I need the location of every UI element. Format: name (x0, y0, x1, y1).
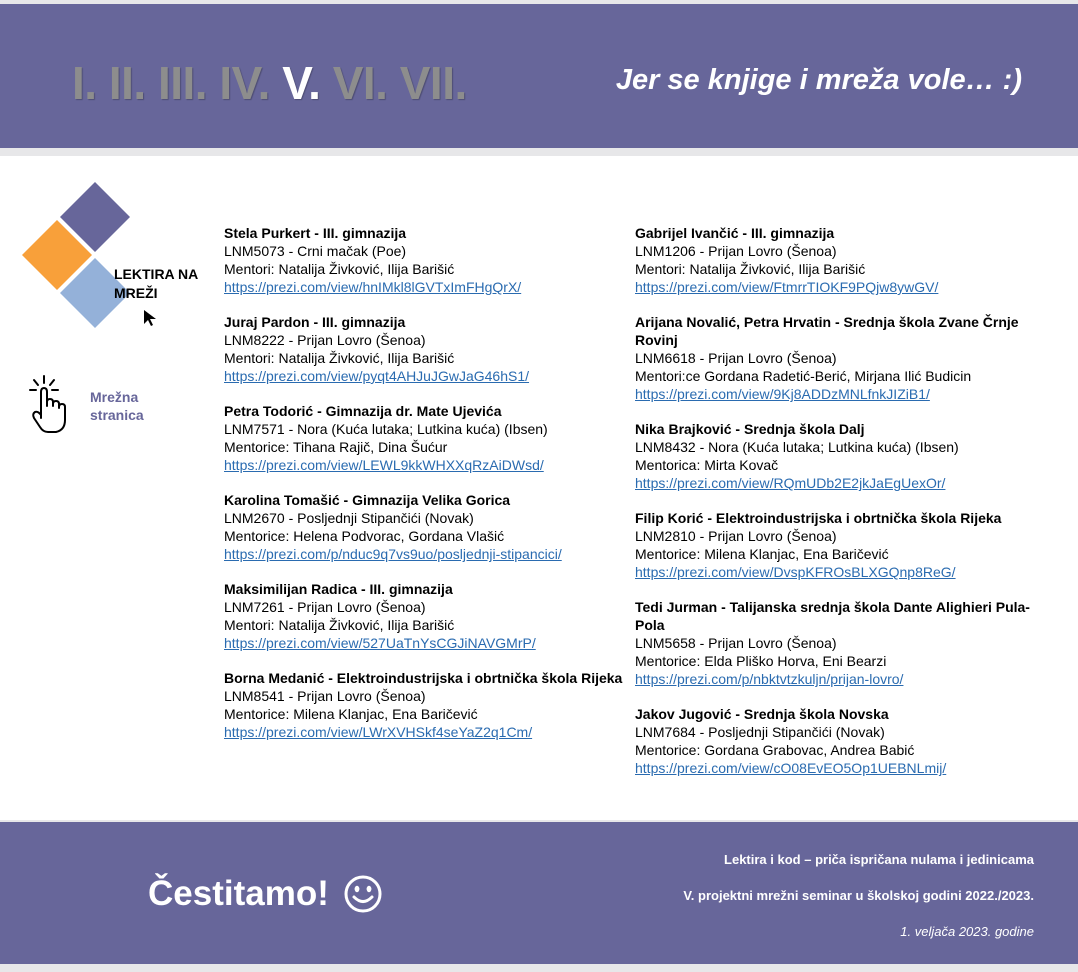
smiley-icon (343, 874, 383, 914)
nav-numeral-1[interactable]: I. (72, 57, 97, 109)
congrats-heading (148, 874, 383, 914)
prezi-link[interactable]: https://prezi.com/view/DvspKFROsBLXGQnp8ReG/ (635, 564, 956, 580)
work-code: LNM8222 - Prijan Lovro (Šenoa) (224, 332, 426, 348)
work-code: LNM8541 - Prijan Lovro (Šenoa) (224, 688, 426, 704)
web-page-label[interactable] (90, 388, 144, 424)
mentors: Mentori: Natalija Živković, Ilija Barišić (224, 350, 455, 366)
student-name: Petra Todorić - Gimnazija dr. Mate Ujevića (224, 403, 502, 419)
entry-card (635, 313, 1055, 403)
student-name: Nika Brajković - Srednja škola Dalj (635, 421, 865, 437)
entry-card (224, 491, 624, 563)
congrats-text: Čestitamo! (148, 874, 329, 913)
entry-card (224, 402, 624, 474)
mentors: Mentorice: Tihana Rajič, Dina Šućur (224, 439, 448, 455)
hand-click-icon (28, 374, 74, 436)
student-name: Stela Purkert - III. gimnazija (224, 225, 407, 241)
work-code: LNM2810 - Prijan Lovro (Šenoa) (635, 528, 837, 544)
student-name: Jakov Jugović - Srednja škola Novska (635, 706, 889, 722)
work-code: LNM5658 - Prijan Lovro (Šenoa) (635, 635, 837, 651)
nav-numeral-7[interactable]: VII. (399, 57, 467, 109)
mentors: Mentori: Natalija Živković, Ilija Barišić (224, 261, 455, 277)
mentors: Mentorice: Milena Klanjac, Ena Baričević (635, 546, 889, 562)
student-name: Juraj Pardon - III. gimnazija (224, 314, 406, 330)
prezi-link[interactable]: https://prezi.com/view/cO08EvEO5Op1UEBNLmij/ (635, 760, 947, 776)
footer-seminar-title: Lektira i kod – priča ispričana nulama i jedinicama (724, 852, 1034, 867)
prezi-link[interactable]: https://prezi.com/view/hnIMkl8lGVTxImFHgQrX/ (224, 279, 522, 295)
prezi-link[interactable]: https://prezi.com/view/LWrXVHSkf4seYaZ2q1Cm/ (224, 724, 533, 740)
entry-card (224, 580, 624, 652)
prezi-link[interactable]: https://prezi.com/view/527UaTnYsCGJiNAVGMrP/ (224, 635, 536, 651)
mentors: Mentori: Natalija Živković, Ilija Barišić (635, 261, 866, 277)
footer-date: 1. veljača 2023. godine (900, 924, 1034, 939)
work-code: LNM2670 - Posljednji Stipančići (Novak) (224, 510, 474, 526)
entries-left-column (224, 224, 624, 758)
work-code: LNM6618 - Prijan Lovro (Šenoa) (635, 350, 837, 366)
mentors: Mentorice: Helena Podvorac, Gordana Vlašić (224, 528, 505, 544)
header-tagline: Jer se knjige i mreža vole… :) (615, 64, 1022, 96)
footer-band (0, 822, 1078, 964)
roman-nav (72, 56, 467, 110)
web-label-line1: Mrežna (90, 389, 139, 405)
mentors: Mentorice: Milena Klanjac, Ena Baričević (224, 706, 478, 722)
work-code: LNM7571 - Nora (Kuća lutaka; Lutkina kuća) (Ibsen) (224, 421, 548, 437)
mentors: Mentorice: Gordana Grabovac, Andrea Babić (635, 742, 915, 758)
student-name: Maksimilijan Radica - III. gimnazija (224, 581, 453, 597)
entry-card (635, 705, 1055, 777)
student-name: Filip Korić - Elektroindustrijska i obrtnička škola Rijeka (635, 510, 1002, 526)
prezi-link[interactable]: https://prezi.com/view/FtmrrTIOKF9PQjw8ywGV/ (635, 279, 939, 295)
entry-card (635, 509, 1055, 581)
entry-card (224, 313, 624, 385)
web-label-line2: stranica (90, 407, 144, 423)
mentors: Mentorica: Mirta Kovač (635, 457, 779, 473)
work-code: LNM5073 - Crni mačak (Poe) (224, 243, 407, 259)
logo-text-line1: LEKTIRA NA (114, 266, 199, 282)
student-name: Gabrijel Ivančić - III. gimnazija (635, 225, 835, 241)
header-band (0, 4, 1078, 148)
web-page-link[interactable] (28, 374, 188, 434)
entry-card (224, 224, 624, 296)
mentors: Mentorice: Elda Pliško Horva, Eni Bearzi (635, 653, 887, 669)
cursor-arrow-icon (142, 308, 160, 328)
logo-text (114, 265, 198, 303)
nav-numeral-2[interactable]: II. (108, 57, 146, 109)
entries-right-column (635, 224, 1055, 794)
nav-numeral-3[interactable]: III. (157, 57, 208, 109)
work-code: LNM1206 - Prijan Lovro (Šenoa) (635, 243, 837, 259)
work-code: LNM7684 - Posljednji Stipančići (Novak) (635, 724, 885, 740)
student-name: Karolina Tomašić - Gimnazija Velika Gorica (224, 492, 511, 508)
footer-seminar-info: V. projektni mrežni seminar u školskoj godini 2022./2023. (683, 888, 1034, 903)
nav-numeral-6[interactable]: VI. (332, 57, 388, 109)
nav-numeral-4[interactable]: IV. (219, 57, 270, 109)
prezi-link[interactable]: https://prezi.com/p/nbktvtzkuljn/prijan-lovro/ (635, 671, 904, 687)
entry-card (635, 420, 1055, 492)
work-code: LNM8432 - Nora (Kuća lutaka; Lutkina kuća) (Ibsen) (635, 439, 959, 455)
student-name: Arijana Novalić, Petra Hrvatin - Srednja škola Zvane Črnje Rovinj (635, 314, 1019, 348)
entry-card (635, 598, 1055, 688)
prezi-link[interactable]: https://prezi.com/view/LEWL9kkWHXXqRzAiDWsd/ (224, 457, 544, 473)
nav-numeral-5-active[interactable]: V. (282, 57, 321, 109)
prezi-link[interactable]: https://prezi.com/view/RQmUDb2E2jkJaEgUexOr/ (635, 475, 946, 491)
lektira-logo[interactable] (20, 182, 210, 342)
mentors: Mentori: Natalija Živković, Ilija Barišić (224, 617, 455, 633)
prezi-link[interactable]: https://prezi.com/view/9Kj8ADDzMNLfnkJIZiB1/ (635, 386, 930, 402)
entry-card (635, 224, 1055, 296)
prezi-link[interactable]: https://prezi.com/view/pyqt4AHJuJGwJaG46hS1/ (224, 368, 530, 384)
diamond-logo-icon (20, 182, 210, 342)
main-content (0, 156, 1078, 820)
entry-card (224, 669, 624, 741)
prezi-link[interactable]: https://prezi.com/p/nduc9q7vs9uo/posljednji-stipancici/ (224, 546, 562, 562)
student-name: Tedi Jurman - Talijanska srednja škola Dante Alighieri Pula-Pola (635, 599, 1030, 633)
mentors: Mentori:ce Gordana Radetić-Berić, Mirjana Ilić Budicin (635, 368, 972, 384)
student-name: Borna Medanić - Elektroindustrijska i obrtnička škola Rijeka (224, 670, 623, 686)
logo-text-line2: MREŽI (114, 285, 158, 301)
work-code: LNM7261 - Prijan Lovro (Šenoa) (224, 599, 426, 615)
